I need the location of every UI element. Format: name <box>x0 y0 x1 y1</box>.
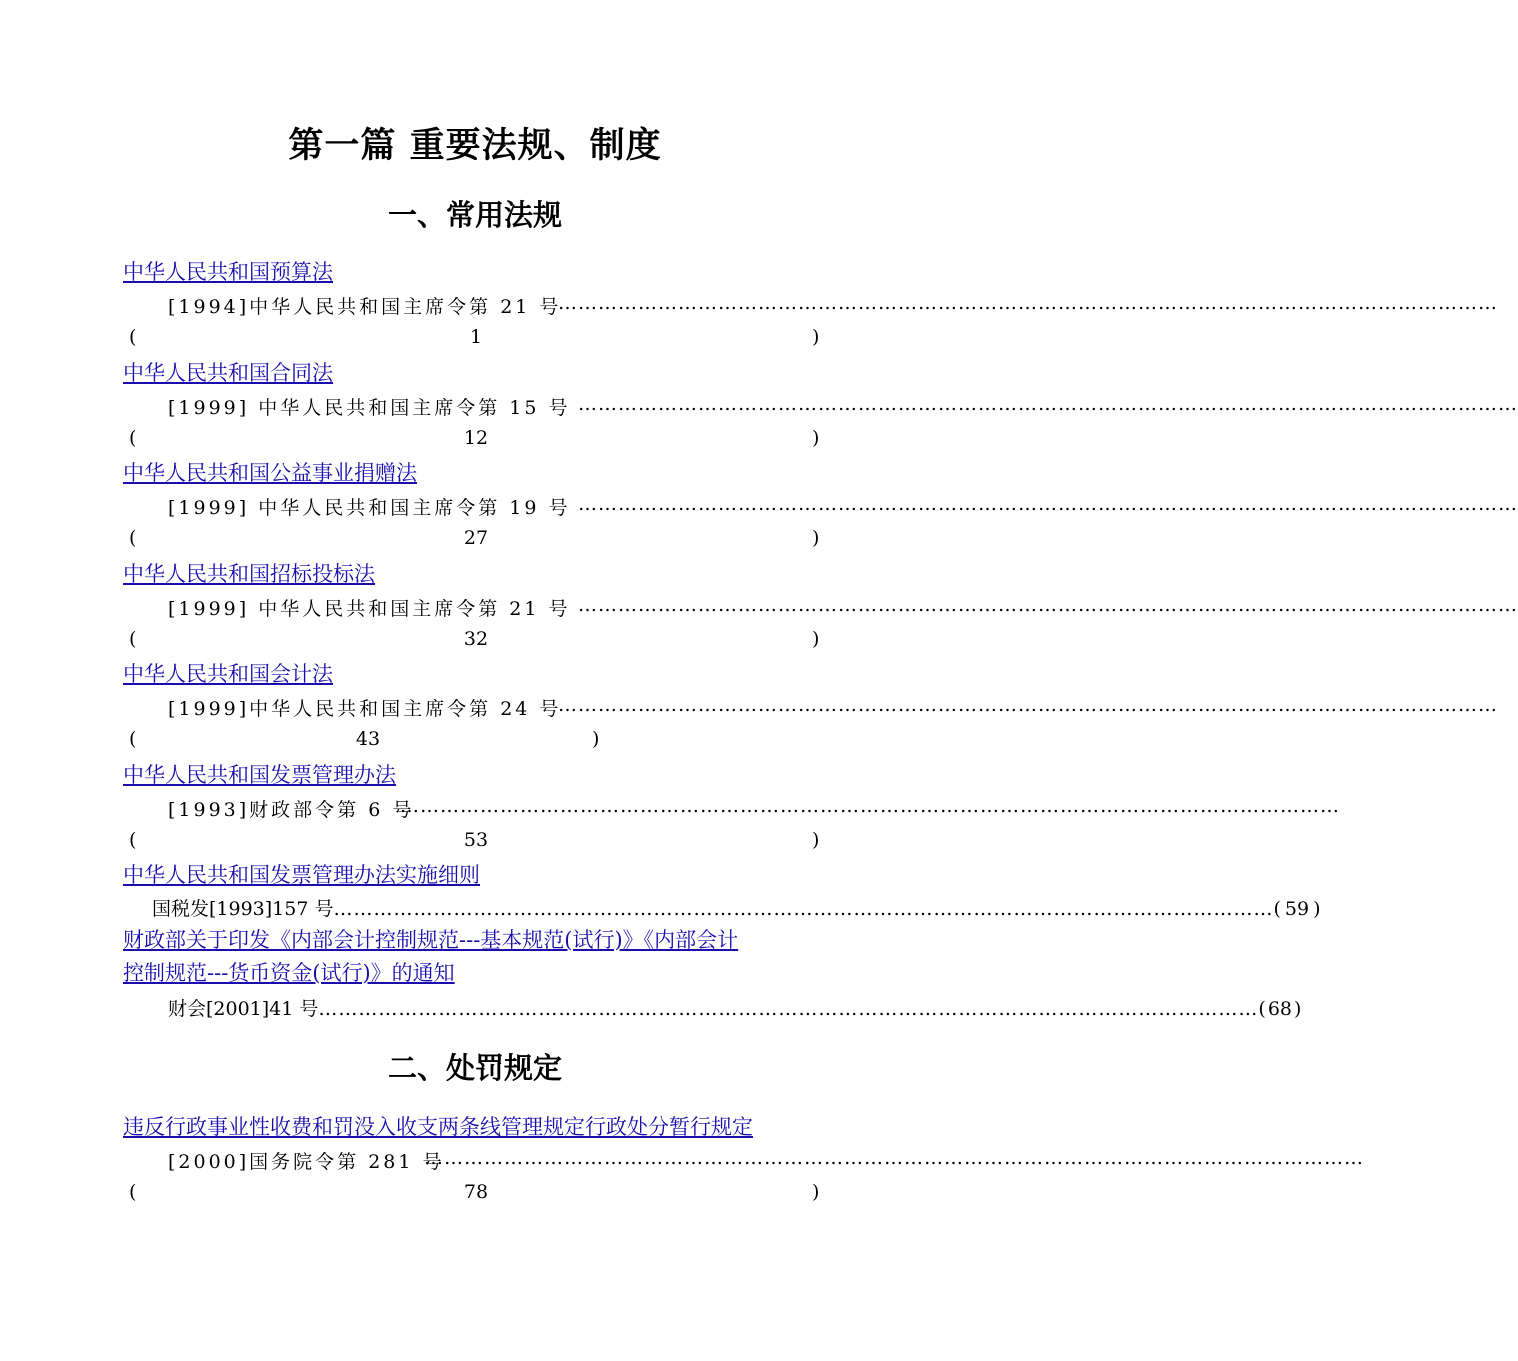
open-paren: ( <box>129 427 137 449</box>
open-paren: ( <box>129 326 137 348</box>
open-paren: ( <box>1258 998 1266 1020</box>
close-paren: ) <box>812 326 820 348</box>
entry-source: 财会[2001]41 号 <box>168 998 319 1020</box>
close-paren: ) <box>812 527 820 549</box>
entry-source: [1999]中华人民共和国主席令第 24 号 <box>168 698 562 720</box>
toc-link-internal-control-notice[interactable] <box>123 924 833 990</box>
page-number: 43 <box>355 728 381 750</box>
leader-dots: …………………………………………………………………………………………………………………………… <box>578 493 1518 515</box>
toc-link-bidding-law[interactable]: 中华人民共和国招标投标法 <box>123 562 375 586</box>
entry-line <box>152 894 1321 921</box>
leader-dots: …………………………………………………………………………………………………………………………… <box>558 292 1498 314</box>
toc-link-donation-law[interactable]: 中华人民共和国公益事业捐赠法 <box>123 461 417 485</box>
toc-link-invoice-rules[interactable]: 中华人民共和国发票管理办法实施细则 <box>123 863 480 887</box>
page-number: 78 <box>463 1181 489 1203</box>
leader-dots: …………………………………………………………………………………………………………………………… <box>578 393 1518 415</box>
open-paren: ( <box>129 1181 137 1203</box>
link-line-1: 财政部关于印发《内部会计控制规范---基本规范(试行)》《内部会计 <box>123 928 739 952</box>
toc-link-accounting-law[interactable]: 中华人民共和国会计法 <box>123 662 333 686</box>
page-number: 1 <box>469 326 483 348</box>
entry-source: [1994]中华人民共和国主席令第 21 号 <box>168 296 562 318</box>
entry-source: [1999] 中华人民共和国主席令第 21 号 <box>168 598 571 620</box>
page-title: 第一篇 重要法规、制度 <box>288 125 662 166</box>
close-paren: ) <box>1313 898 1321 920</box>
entry-source: [2000]国务院令第 281 号 <box>168 1151 445 1173</box>
close-paren: ) <box>812 1181 820 1203</box>
leader-dots: …………………………………………………………………………………………………………………………… <box>400 795 1340 817</box>
close-paren: ) <box>1294 998 1302 1020</box>
toc-link-penalty-regulation[interactable]: 违反行政事业性收费和罚没入收支两条线管理规定行政处分暂行规定 <box>123 1115 753 1139</box>
entry-source: 国税发[1993]157 号 <box>152 898 334 920</box>
open-paren: ( <box>129 527 137 549</box>
open-paren: ( <box>129 728 137 750</box>
page-number: 68 <box>1267 998 1293 1020</box>
leader-dots: …………………………………………………………………………………………………………………………… <box>424 1147 1364 1169</box>
page-number: 12 <box>463 427 489 449</box>
toc-link-budget-law[interactable]: 中华人民共和国预算法 <box>123 260 333 284</box>
page-number: 32 <box>463 628 489 650</box>
page-number: 27 <box>463 527 489 549</box>
leader-dots: …………………………………………………………………………………………………………………………… <box>333 898 1274 920</box>
leader-dots: …………………………………………………………………………………………………………………………… <box>558 694 1498 716</box>
section-heading-penalties: 二、处罚规定 <box>387 1051 562 1085</box>
entry-source: [1993]财政部令第 6 号 <box>168 799 415 821</box>
entry-source: [1999] 中华人民共和国主席令第 15 号 <box>168 397 571 419</box>
close-paren: ) <box>812 427 820 449</box>
page-number: 59 <box>1284 898 1310 920</box>
toc-link-contract-law[interactable]: 中华人民共和国合同法 <box>123 361 333 385</box>
close-paren: ) <box>592 728 600 750</box>
close-paren: ) <box>812 628 820 650</box>
leader-dots: …………………………………………………………………………………………………………………………… <box>578 594 1518 616</box>
close-paren: ) <box>812 829 820 851</box>
link-line-2: 控制规范---货币资金(试行)》的通知 <box>123 961 455 985</box>
open-paren: ( <box>129 628 137 650</box>
page-number: 53 <box>463 829 489 851</box>
toc-link-invoice-measures[interactable]: 中华人民共和国发票管理办法 <box>123 763 396 787</box>
entry-line <box>168 994 1302 1021</box>
section-heading-common-regulations: 一、常用法规 <box>387 198 562 232</box>
open-paren: ( <box>129 829 137 851</box>
leader-dots: …………………………………………………………………………………………………………………………… <box>318 998 1259 1020</box>
open-paren: ( <box>1273 898 1281 920</box>
entry-source: [1999] 中华人民共和国主席令第 19 号 <box>168 497 571 519</box>
